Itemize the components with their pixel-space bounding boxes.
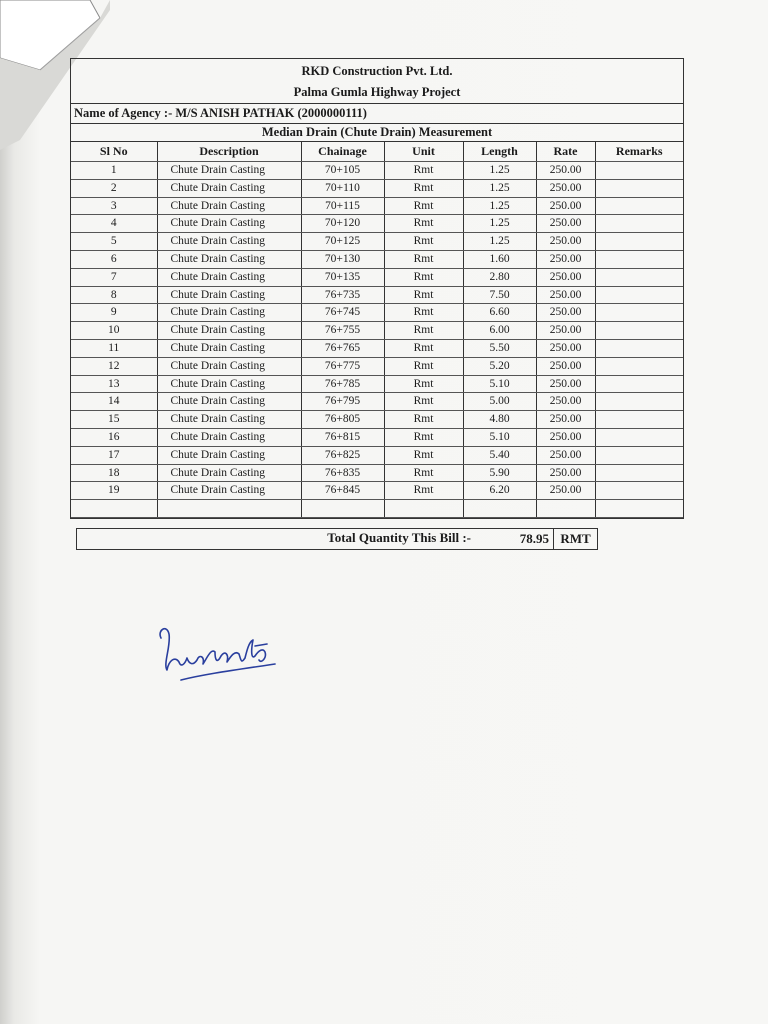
table-row xyxy=(71,411,683,429)
measurement-table xyxy=(71,142,683,518)
description-cell: Chute Drain Casting xyxy=(157,322,301,340)
col-sl-no: Sl No xyxy=(71,142,157,162)
remarks-cell xyxy=(595,197,683,215)
chainage-cell: 76+835 xyxy=(301,464,384,482)
description-cell: Chute Drain Casting xyxy=(157,428,301,446)
unit-cell: Rmt xyxy=(384,162,463,180)
sl-no-cell: 7 xyxy=(71,268,157,286)
remarks-cell xyxy=(595,428,683,446)
description-cell: Chute Drain Casting xyxy=(157,357,301,375)
chainage-cell: 76+775 xyxy=(301,357,384,375)
rate-cell: 250.00 xyxy=(536,197,595,215)
rate-cell: 250.00 xyxy=(536,428,595,446)
table-row xyxy=(71,286,683,304)
chainage-cell: 76+755 xyxy=(301,322,384,340)
length-cell: 5.10 xyxy=(463,428,536,446)
sl-no-cell: 14 xyxy=(71,393,157,411)
sl-no-cell: 4 xyxy=(71,215,157,233)
length-cell: 4.80 xyxy=(463,411,536,429)
rate-cell: 250.00 xyxy=(536,162,595,180)
length-cell: 5.10 xyxy=(463,375,536,393)
chainage-cell: 70+110 xyxy=(301,179,384,197)
unit-cell: Rmt xyxy=(384,250,463,268)
table-row xyxy=(71,393,683,411)
length-cell: 2.80 xyxy=(463,268,536,286)
chainage-cell: 70+115 xyxy=(301,197,384,215)
chainage-cell: 76+805 xyxy=(301,411,384,429)
rate-cell: 250.00 xyxy=(536,233,595,251)
length-cell: 6.20 xyxy=(463,482,536,500)
remarks-cell xyxy=(595,482,683,500)
table-row xyxy=(71,233,683,251)
length-cell: 5.00 xyxy=(463,393,536,411)
handwritten-signature xyxy=(155,620,285,690)
unit-cell: Rmt xyxy=(384,446,463,464)
remarks-cell xyxy=(595,375,683,393)
table-row xyxy=(71,322,683,340)
section-title: Median Drain (Chute Drain) Measurement xyxy=(71,124,683,142)
total-row xyxy=(76,528,598,550)
unit-cell: Rmt xyxy=(384,197,463,215)
table-row xyxy=(71,162,683,180)
length-cell: 1.60 xyxy=(463,250,536,268)
blank-cell xyxy=(463,500,536,518)
sl-no-cell: 9 xyxy=(71,304,157,322)
blank-cell xyxy=(301,500,384,518)
description-cell: Chute Drain Casting xyxy=(157,482,301,500)
blank-cell xyxy=(595,500,683,518)
unit-cell: Rmt xyxy=(384,215,463,233)
chainage-cell: 70+130 xyxy=(301,250,384,268)
total-label: Total Quantity This Bill :- xyxy=(327,530,471,545)
sl-no-cell: 10 xyxy=(71,322,157,340)
length-cell: 6.00 xyxy=(463,322,536,340)
unit-cell: Rmt xyxy=(384,464,463,482)
description-cell: Chute Drain Casting xyxy=(157,464,301,482)
rate-cell: 250.00 xyxy=(536,411,595,429)
length-cell: 1.25 xyxy=(463,233,536,251)
col-remarks: Remarks xyxy=(595,142,683,162)
col-length: Length xyxy=(463,142,536,162)
rate-cell: 250.00 xyxy=(536,339,595,357)
rate-cell: 250.00 xyxy=(536,464,595,482)
rate-cell: 250.00 xyxy=(536,268,595,286)
agency-name: Name of Agency :- M/S ANISH PATHAK (2000000111) xyxy=(71,104,683,124)
remarks-cell xyxy=(595,304,683,322)
unit-cell: Rmt xyxy=(384,304,463,322)
description-cell: Chute Drain Casting xyxy=(157,304,301,322)
sl-no-cell: 17 xyxy=(71,446,157,464)
unit-cell: Rmt xyxy=(384,393,463,411)
unit-cell: Rmt xyxy=(384,482,463,500)
chainage-cell: 70+125 xyxy=(301,233,384,251)
rate-cell: 250.00 xyxy=(536,446,595,464)
remarks-cell xyxy=(595,179,683,197)
measurement-sheet xyxy=(70,58,684,546)
unit-cell: Rmt xyxy=(384,428,463,446)
table-row xyxy=(71,197,683,215)
unit-cell: Rmt xyxy=(384,357,463,375)
length-cell: 1.25 xyxy=(463,197,536,215)
description-cell: Chute Drain Casting xyxy=(157,233,301,251)
rate-cell: 250.00 xyxy=(536,322,595,340)
description-cell: Chute Drain Casting xyxy=(157,393,301,411)
length-cell: 5.40 xyxy=(463,446,536,464)
sl-no-cell: 19 xyxy=(71,482,157,500)
remarks-cell xyxy=(595,339,683,357)
description-cell: Chute Drain Casting xyxy=(157,250,301,268)
table-row xyxy=(71,215,683,233)
unit-cell: Rmt xyxy=(384,286,463,304)
remarks-cell xyxy=(595,162,683,180)
table-row xyxy=(71,250,683,268)
chainage-cell: 76+815 xyxy=(301,428,384,446)
table-row xyxy=(71,268,683,286)
sl-no-cell: 18 xyxy=(71,464,157,482)
sl-no-cell: 13 xyxy=(71,375,157,393)
sl-no-cell: 12 xyxy=(71,357,157,375)
sl-no-cell: 3 xyxy=(71,197,157,215)
remarks-cell xyxy=(595,215,683,233)
blank-row xyxy=(71,500,683,518)
table-header-row xyxy=(71,142,683,162)
remarks-cell xyxy=(595,464,683,482)
blank-cell xyxy=(71,500,157,518)
chainage-cell: 70+135 xyxy=(301,268,384,286)
chainage-cell: 70+120 xyxy=(301,215,384,233)
total-unit: RMT xyxy=(560,531,591,546)
table-row xyxy=(71,179,683,197)
description-cell: Chute Drain Casting xyxy=(157,375,301,393)
total-value: 78.95 xyxy=(496,529,554,549)
chainage-cell: 76+795 xyxy=(301,393,384,411)
table-row xyxy=(71,304,683,322)
description-cell: Chute Drain Casting xyxy=(157,179,301,197)
sl-no-cell: 1 xyxy=(71,162,157,180)
unit-cell: Rmt xyxy=(384,339,463,357)
remarks-cell xyxy=(595,393,683,411)
sheet-frame xyxy=(70,58,684,519)
sl-no-cell: 2 xyxy=(71,179,157,197)
sl-no-cell: 6 xyxy=(71,250,157,268)
unit-cell: Rmt xyxy=(384,322,463,340)
rate-cell: 250.00 xyxy=(536,304,595,322)
chainage-cell: 76+825 xyxy=(301,446,384,464)
remarks-cell xyxy=(595,322,683,340)
description-cell: Chute Drain Casting xyxy=(157,268,301,286)
rate-cell: 250.00 xyxy=(536,393,595,411)
length-cell: 5.90 xyxy=(463,464,536,482)
table-row xyxy=(71,357,683,375)
col-unit: Unit xyxy=(384,142,463,162)
length-cell: 7.50 xyxy=(463,286,536,304)
table-row xyxy=(71,464,683,482)
length-cell: 5.20 xyxy=(463,357,536,375)
unit-cell: Rmt xyxy=(384,375,463,393)
rate-cell: 250.00 xyxy=(536,179,595,197)
table-row xyxy=(71,375,683,393)
description-cell: Chute Drain Casting xyxy=(157,339,301,357)
sl-no-cell: 16 xyxy=(71,428,157,446)
chainage-cell: 76+785 xyxy=(301,375,384,393)
length-cell: 1.25 xyxy=(463,215,536,233)
remarks-cell xyxy=(595,411,683,429)
chainage-cell: 76+745 xyxy=(301,304,384,322)
length-cell: 5.50 xyxy=(463,339,536,357)
unit-cell: Rmt xyxy=(384,179,463,197)
sl-no-cell: 5 xyxy=(71,233,157,251)
sl-no-cell: 11 xyxy=(71,339,157,357)
remarks-cell xyxy=(595,286,683,304)
unit-cell: Rmt xyxy=(384,411,463,429)
table-row xyxy=(71,339,683,357)
length-cell: 1.25 xyxy=(463,162,536,180)
remarks-cell xyxy=(595,268,683,286)
sl-no-cell: 15 xyxy=(71,411,157,429)
blank-cell xyxy=(536,500,595,518)
remarks-cell xyxy=(595,250,683,268)
col-description: Description xyxy=(157,142,301,162)
length-cell: 1.25 xyxy=(463,179,536,197)
description-cell: Chute Drain Casting xyxy=(157,446,301,464)
rate-cell: 250.00 xyxy=(536,482,595,500)
table-row xyxy=(71,446,683,464)
length-cell: 6.60 xyxy=(463,304,536,322)
rate-cell: 250.00 xyxy=(536,215,595,233)
rate-cell: 250.00 xyxy=(536,250,595,268)
remarks-cell xyxy=(595,233,683,251)
unit-cell: Rmt xyxy=(384,233,463,251)
chainage-cell: 76+765 xyxy=(301,339,384,357)
chainage-cell: 70+105 xyxy=(301,162,384,180)
description-cell: Chute Drain Casting xyxy=(157,411,301,429)
description-cell: Chute Drain Casting xyxy=(157,286,301,304)
blank-cell xyxy=(384,500,463,518)
chainage-cell: 76+735 xyxy=(301,286,384,304)
description-cell: Chute Drain Casting xyxy=(157,197,301,215)
remarks-cell xyxy=(595,446,683,464)
col-chainage: Chainage xyxy=(301,142,384,162)
company-name: RKD Construction Pvt. Ltd. xyxy=(301,64,453,78)
rate-cell: 250.00 xyxy=(536,286,595,304)
project-name: Palma Gumla Highway Project xyxy=(71,82,683,104)
description-cell: Chute Drain Casting xyxy=(157,215,301,233)
rate-cell: 250.00 xyxy=(536,357,595,375)
table-row xyxy=(71,482,683,500)
table-body xyxy=(71,162,683,518)
remarks-cell xyxy=(595,357,683,375)
table-row xyxy=(71,428,683,446)
col-rate: Rate xyxy=(536,142,595,162)
rate-cell: 250.00 xyxy=(536,375,595,393)
chainage-cell: 76+845 xyxy=(301,482,384,500)
unit-cell: Rmt xyxy=(384,268,463,286)
description-cell: Chute Drain Casting xyxy=(157,162,301,180)
sl-no-cell: 8 xyxy=(71,286,157,304)
blank-cell xyxy=(157,500,301,518)
